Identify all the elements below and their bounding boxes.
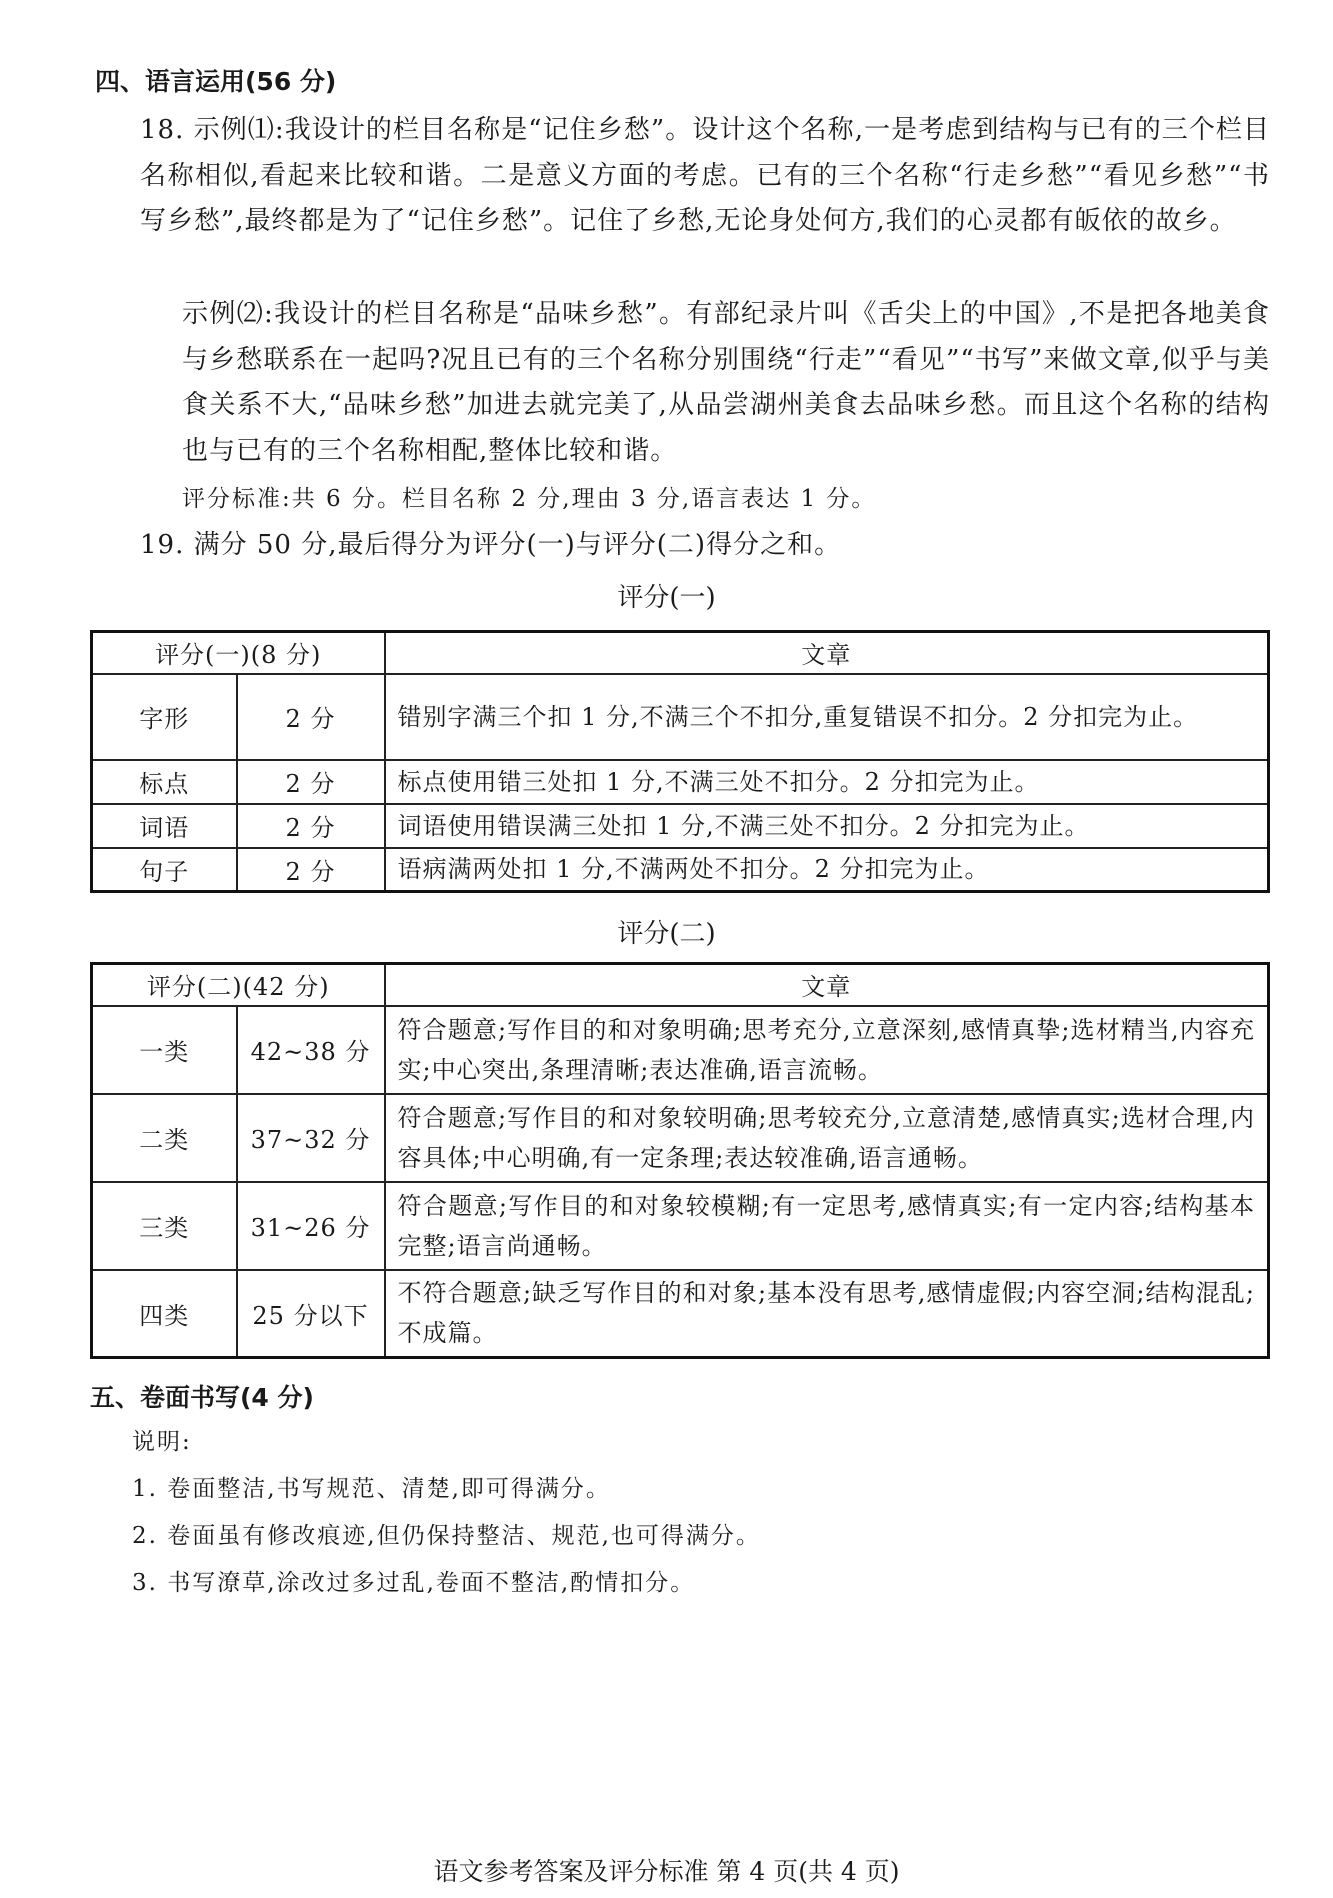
section4-title: 四、语言运用(56 分) xyxy=(95,67,337,96)
section5-note-label: 说明: xyxy=(132,1429,192,1455)
row-desc: 词语使用错误满三处扣 1 分,不满三处不扣分。2 分扣完为止。 xyxy=(385,804,1269,848)
section5-item-1: 1. 卷面整洁,书写规范、清楚,即可得满分。 xyxy=(132,1476,611,1502)
table1-header-row xyxy=(92,632,1269,674)
page-footer: 语文参考答案及评分标准 第 4 页(共 4 页) xyxy=(433,1857,900,1886)
row-item: 三类 xyxy=(92,1182,237,1270)
row-desc: 错别字满三个扣 1 分,不满三个不扣分,重复错误不扣分。2 分扣完为止。 xyxy=(385,674,1269,760)
table-row xyxy=(92,760,1269,804)
row-item: 一类 xyxy=(92,1006,237,1094)
row-desc: 符合题意;写作目的和对象较模糊;有一定思考,感情真实;有一定内容;结构基本完整;语言尚通畅。 xyxy=(385,1182,1269,1270)
table-row xyxy=(92,1270,1269,1358)
table2-header-row xyxy=(92,964,1269,1006)
row-item: 二类 xyxy=(92,1094,237,1182)
q19-intro: 19. 满分 50 分,最后得分为评分(一)与评分(二)得分之和。 xyxy=(140,530,842,560)
table-row xyxy=(92,848,1269,892)
row-item: 标点 xyxy=(92,760,237,804)
q18-criteria: 评分标准:共 6 分。栏目名称 2 分,理由 3 分,语言表达 1 分。 xyxy=(182,486,877,512)
table1-header-right: 文章 xyxy=(385,632,1269,674)
q18-example2: 示例⑵:我设计的栏目名称是“品味乡愁”。有部纪录片叫《舌尖上的中国》,不是把各地美食与乡愁联系在一起吗?况且已有的三个名称分别围绕“行走”“看见”“书写”来做文章,似乎与美食关系不大,“品味乡愁”加进去就完美了,从品尝湖州美食去品味乡愁。而且这个名称的结构也与已有的三个名称相配,整体比较和谐。 xyxy=(182,299,1270,466)
row-item: 四类 xyxy=(92,1270,237,1358)
row-item: 字形 xyxy=(92,674,237,760)
row-desc: 符合题意;写作目的和对象明确;思考充分,立意深刻,感情真挚;选材精当,内容充实;中心突出,条理清晰;表达准确,语言流畅。 xyxy=(385,1006,1269,1094)
table2-caption: 评分(二) xyxy=(617,919,716,949)
row-desc: 语病满两处扣 1 分,不满两处不扣分。2 分扣完为止。 xyxy=(385,848,1269,892)
row-score: 25 分以下 xyxy=(237,1270,385,1358)
table-row xyxy=(92,674,1269,760)
table2-header-right: 文章 xyxy=(385,964,1269,1006)
q18-example1: 18. 示例⑴:我设计的栏目名称是“记住乡愁”。设计这个名称,一是考虑到结构与已有的三个栏目名称相似,看起来比较和谐。二是意义方面的考虑。已有的三个名称“行走乡愁”“看见乡愁”“书写乡愁”,最终都是为了“记住乡愁”。记住了乡愁,无论身处何方,我们的心灵都有皈依的故乡。 xyxy=(140,115,1270,236)
section5-item-3: 3. 书写潦草,涂改过多过乱,卷面不整洁,酌情扣分。 xyxy=(132,1570,696,1596)
row-score: 2 分 xyxy=(237,848,385,892)
grading-table-2 xyxy=(90,962,1270,1359)
row-item: 词语 xyxy=(92,804,237,848)
row-desc: 标点使用错三处扣 1 分,不满三处不扣分。2 分扣完为止。 xyxy=(385,760,1269,804)
table1-header-left: 评分(一)(8 分) xyxy=(92,632,385,674)
table-row xyxy=(92,1006,1269,1094)
row-desc: 不符合题意;缺乏写作目的和对象;基本没有思考,感情虚假;内容空洞;结构混乱;不成篇。 xyxy=(385,1270,1269,1358)
row-score: 37~32 分 xyxy=(237,1094,385,1182)
row-score: 42~38 分 xyxy=(237,1006,385,1094)
table-row xyxy=(92,1094,1269,1182)
section5-title: 五、卷面书写(4 分) xyxy=(90,1383,314,1412)
table2-header-left: 评分(二)(42 分) xyxy=(92,964,385,1006)
table-row xyxy=(92,804,1269,848)
section5-item-2: 2. 卷面虽有修改痕迹,但仍保持整洁、规范,也可得满分。 xyxy=(132,1523,761,1549)
row-item: 句子 xyxy=(92,848,237,892)
row-score: 31~26 分 xyxy=(237,1182,385,1270)
table1-caption: 评分(一) xyxy=(617,583,716,613)
table-row xyxy=(92,1182,1269,1270)
row-score: 2 分 xyxy=(237,674,385,760)
row-desc: 符合题意;写作目的和对象较明确;思考较充分,立意清楚,感情真实;选材合理,内容具体;中心明确,有一定条理;表达较准确,语言通畅。 xyxy=(385,1094,1269,1182)
row-score: 2 分 xyxy=(237,804,385,848)
grading-table-1 xyxy=(90,630,1270,893)
row-score: 2 分 xyxy=(237,760,385,804)
